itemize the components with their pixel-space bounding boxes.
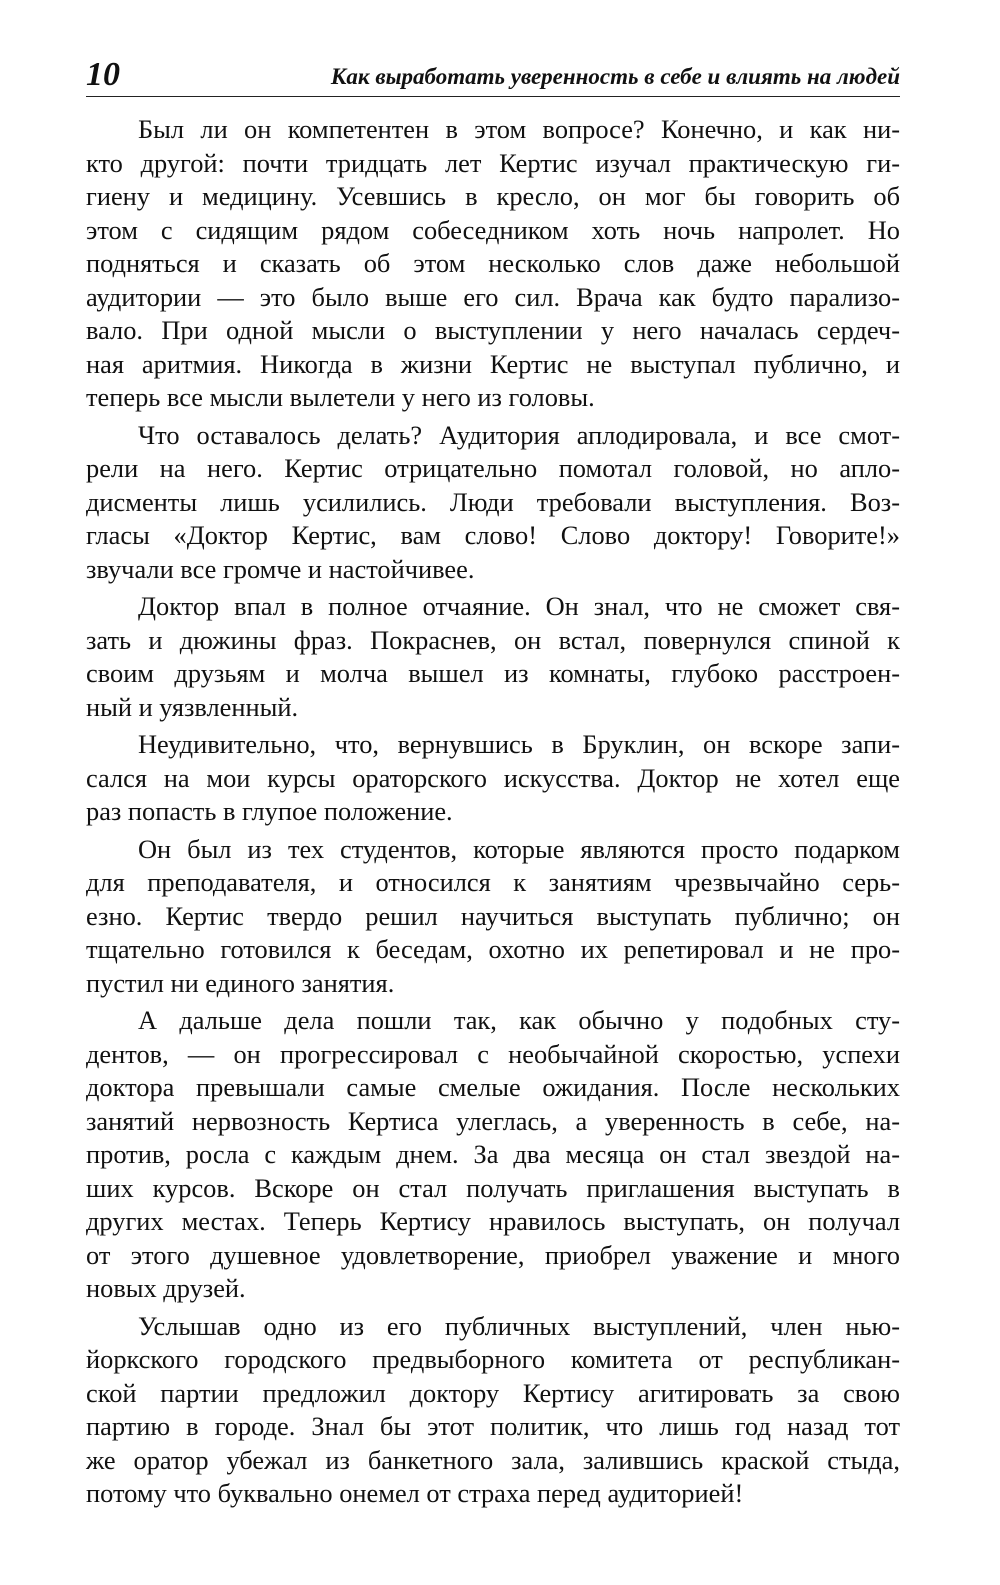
text-line: своим друзьям и молча вышел из комнаты, глубоко расстроен- bbox=[86, 658, 900, 688]
text-line: кто другой: почти тридцать лет Кертис изучал практическую ги- bbox=[86, 147, 900, 178]
running-header bbox=[86, 56, 900, 97]
text-line: сался на мои курсы ораторского искусства. Доктор не хотел еще bbox=[86, 762, 900, 793]
text-line: Был ли он компетентен в этом вопросе? Конечно, и как ни- bbox=[138, 114, 900, 144]
text-line: дисменты лишь усилились. Люди требовали выступления. Воз- bbox=[86, 486, 900, 517]
paragraph bbox=[86, 590, 900, 724]
text-line: потому что буквально онемел от страха перед аудиторией! bbox=[86, 1478, 744, 1508]
text-line: зать и дюжины фраз. Покраснев, он встал, повернулся спиной к bbox=[86, 624, 900, 655]
text-line: от этого душевное удовлетворение, приобрел уважение и много bbox=[86, 1239, 900, 1270]
text-line: Он был из тех студентов, которые являются просто подарком bbox=[138, 833, 900, 864]
book-title: Как выработать уверенность в себе и влиять на людей bbox=[330, 64, 900, 89]
text-line: для преподавателя, и относился к занятиям чрезвычайно серь- bbox=[86, 867, 900, 897]
paragraph bbox=[86, 728, 900, 829]
text-line: партию в городе. Знал бы этот политик, что лишь год назад тот bbox=[86, 1411, 900, 1441]
text-line: доктора превышали самые смелые ожидания. После нескольких bbox=[86, 1072, 900, 1102]
text-line: ской партии предложил доктору Кертису агитировать за свою bbox=[86, 1377, 900, 1408]
text-line: гиену и медицину. Усевшись в кресло, он мог бы говорить об bbox=[86, 181, 900, 211]
paragraph bbox=[86, 833, 900, 1001]
text-line: Что оставалось делать? Аудитория аплодировала, и все смот- bbox=[138, 419, 900, 450]
paragraph bbox=[86, 1004, 900, 1306]
paragraph bbox=[86, 113, 900, 415]
paragraph bbox=[86, 1310, 900, 1511]
text-line: дентов, — он прогрессировал с необычайной скоростью, успехи bbox=[86, 1038, 900, 1069]
text-line: ших курсов. Вскоре он стал получать приглашения выступать в bbox=[86, 1172, 900, 1203]
text-line: аудитории — это было выше его сил. Врача как будто парализо- bbox=[86, 281, 900, 312]
text-line: подняться и сказать об этом несколько слов даже небольшой bbox=[86, 248, 900, 278]
text-line: занятий нервозность Кертиса улеглась, а уверенность в себе, на- bbox=[86, 1105, 900, 1136]
text-line: вало. При одной мысли о выступлении у него началась сердеч- bbox=[86, 315, 900, 345]
text-line: звучали все громче и настойчивее. bbox=[86, 553, 475, 584]
text-line: Услышав одно из его публичных выступлений, член нью- bbox=[138, 1310, 900, 1341]
text-line: ная аритмия. Никогда в жизни Кертис не выступал публично, и bbox=[86, 348, 900, 379]
text-line: пустил ни единого занятия. bbox=[86, 967, 395, 998]
text-line: Неудивительно, что, вернувшись в Бруклин, он вскоре запи- bbox=[138, 729, 900, 759]
text-line: же оратор убежал из банкетного зала, залившись краской стыда, bbox=[86, 1444, 900, 1475]
text-line: новых друзей. bbox=[86, 1273, 246, 1303]
text-line: Доктор впал в полное отчаяние. Он знал, что не сможет свя- bbox=[138, 591, 900, 621]
page-number: 10 bbox=[86, 56, 120, 93]
paragraph bbox=[86, 419, 900, 587]
text-line: раз попасть в глупое положение. bbox=[86, 796, 453, 826]
text-line: рели на него. Кертис отрицательно помотал головой, но апло- bbox=[86, 453, 900, 483]
text-line: А дальше дела пошли так, как обычно у подобных сту- bbox=[138, 1005, 900, 1035]
text-line: тщательно готовился к беседам, охотно их репетировал и не про- bbox=[86, 934, 900, 964]
text-line: теперь все мысли вылетели у него из головы. bbox=[86, 382, 595, 412]
text-line: против, росла с каждым днем. За два месяца он стал звездой на- bbox=[86, 1139, 900, 1169]
text-line: йоркского городского предвыборного комитета от республикан- bbox=[86, 1344, 900, 1374]
text-line: ный и уязвленный. bbox=[86, 691, 299, 722]
text-line: гласы «Доктор Кертис, вам слово! Слово доктору! Говорите!» bbox=[86, 520, 900, 550]
text-line: других местах. Теперь Кертису нравилось выступать, он получал bbox=[86, 1206, 900, 1236]
text-line: езно. Кертис твердо решил научиться выступать публично; он bbox=[86, 900, 900, 931]
body-text bbox=[86, 113, 900, 1515]
text-line: этом с сидящим рядом собеседником хоть ночь напролет. Но bbox=[86, 214, 900, 245]
